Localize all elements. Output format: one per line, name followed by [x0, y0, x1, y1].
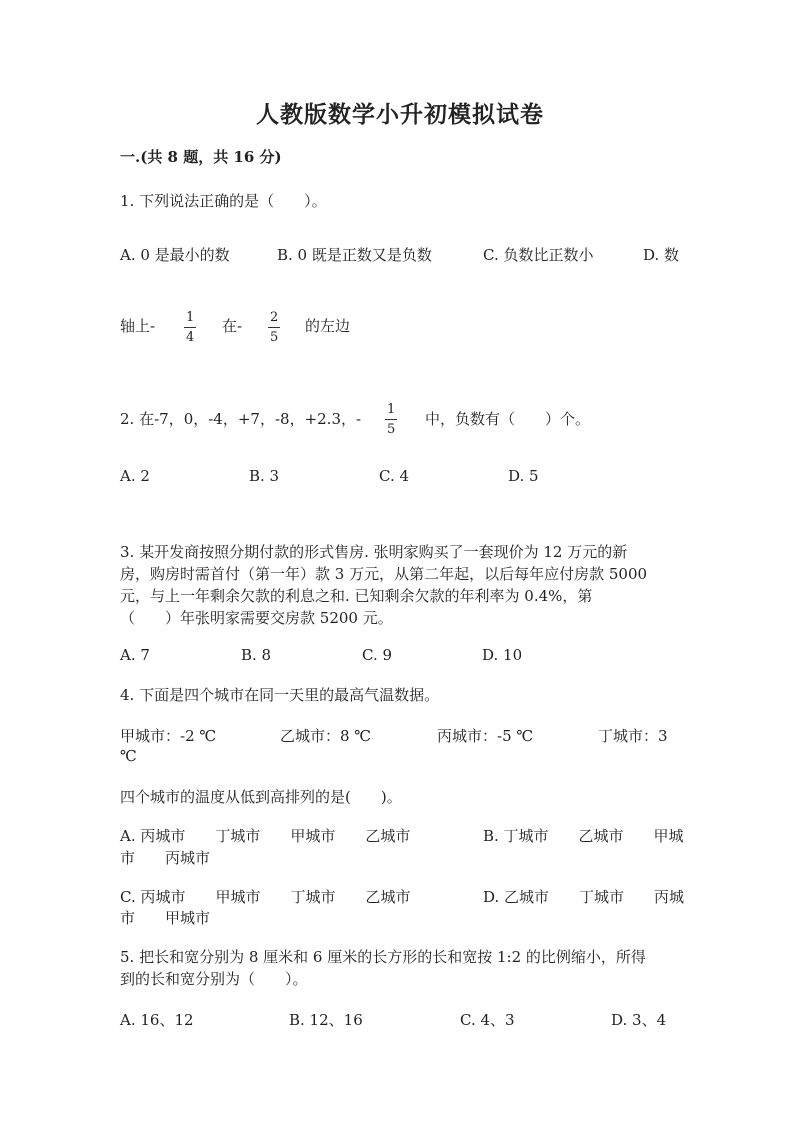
page-title: 人教版数学小升初模拟试卷 — [256, 101, 544, 128]
q5-option-d: D. 3、4 — [611, 1011, 667, 1029]
q3-option-c: C. 9 — [362, 646, 393, 664]
q1-option-b: B. 0 既是正数又是负数 — [277, 246, 432, 264]
q4-temp-bing: 丙城市：-5 ℃ — [437, 727, 534, 745]
q5-option-a: A. 16、12 — [120, 1011, 194, 1029]
question-3-line-2: 房，购房时需首付（第一年）款 3 万元，从第二年起，以后每年应付房款 5000 — [120, 565, 648, 583]
q4-temp-ding-unit: ℃ — [120, 747, 137, 765]
question-2-stem-end: 中，负数有（ ）个。 — [425, 410, 591, 428]
q1-fraction-1 — [184, 311, 196, 344]
q1-option-d-continued: 轴上- — [120, 317, 156, 335]
q4-option-d-continued: 市 甲城市 — [120, 909, 211, 927]
q4-question: 四个城市的温度从低到高排列的是( )。 — [120, 788, 402, 806]
q1-option-d-end: 的左边 — [305, 317, 351, 335]
fraction-denominator: 5 — [387, 422, 396, 437]
fraction-denominator: 5 — [270, 330, 279, 345]
question-3-line-3: 元，与上一年剩余欠款的利息之和. 已知剩余欠款的年利率为 0.4%，第 — [120, 587, 593, 605]
question-4-stem: 4. 下面是四个城市在同一天里的最高气温数据。 — [120, 686, 440, 704]
q2-option-c: C. 4 — [379, 467, 410, 485]
q2-option-d: D. 5 — [508, 467, 539, 485]
question-5-line-2: 到的长和宽分别为（ ）。 — [120, 970, 308, 988]
q4-option-c: C. 丙城市 甲城市 丁城市 乙城市 — [120, 888, 411, 906]
q4-option-d: D. 乙城市 丁城市 丙城 — [483, 888, 685, 906]
q1-option-d-text: 在- — [222, 317, 243, 335]
q4-temp-yi: 乙城市：8 ℃ — [280, 727, 372, 745]
question-2-stem: 2. 在-7，0，-4，+7，-8，+2.3，- — [120, 410, 362, 428]
fraction-bar — [184, 327, 196, 328]
q4-option-b: B. 丁城市 乙城市 甲城 — [483, 827, 684, 845]
q3-option-b: B. 8 — [241, 646, 272, 664]
q1-option-a: A. 0 是最小的数 — [120, 246, 230, 264]
fraction-numerator: 1 — [186, 310, 195, 325]
fraction-bar — [268, 327, 280, 328]
q5-option-c: C. 4、3 — [460, 1011, 515, 1029]
q2-option-a: A. 2 — [120, 467, 150, 485]
section-heading: 一.(共 8 题，共 16 分) — [120, 148, 282, 166]
fraction-numerator: 2 — [270, 310, 279, 325]
question-1-stem: 1. 下列说法正确的是（ ）。 — [120, 192, 327, 210]
q4-temp-jia: 甲城市：-2 ℃ — [120, 727, 217, 745]
fraction-bar — [385, 419, 397, 420]
q5-option-b: B. 12、16 — [289, 1011, 363, 1029]
q4-option-a: A. 丙城市 丁城市 甲城市 乙城市 — [120, 827, 411, 845]
question-3-line-1: 3. 某开发商按照分期付款的形式售房. 张明家购买了一套现价为 12 万元的新 — [120, 543, 628, 561]
q1-option-c: C. 负数比正数小 — [483, 246, 594, 264]
q4-option-b-continued: 市 丙城市 — [120, 849, 211, 867]
fraction-numerator: 1 — [387, 402, 396, 417]
q1-option-d: D. 数 — [643, 246, 680, 264]
q3-option-a: A. 7 — [120, 646, 150, 664]
fraction-denominator: 4 — [186, 330, 195, 345]
question-5-line-1: 5. 把长和宽分别为 8 厘米和 6 厘米的长方形的长和宽按 1:2 的比例缩小，所得 — [120, 948, 646, 966]
q4-temp-ding: 丁城市：3 — [598, 727, 668, 745]
q2-fraction — [385, 403, 397, 436]
q3-option-d: D. 10 — [482, 646, 523, 664]
question-3-line-4: （ ）年张明家需要交房款 5200 元。 — [120, 609, 393, 627]
q2-option-b: B. 3 — [249, 467, 280, 485]
q1-fraction-2 — [268, 311, 280, 344]
